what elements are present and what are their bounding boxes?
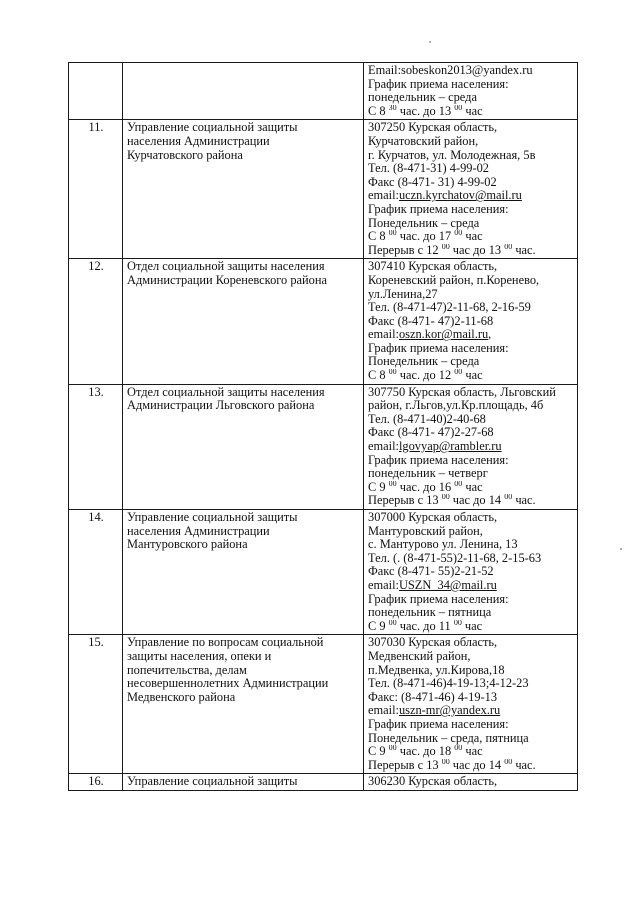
contact-info-line: г. Курчатов, ул. Молодежная, 5в	[368, 148, 536, 162]
row-number-cell	[69, 510, 123, 635]
time-minutes-superscript: 30	[388, 104, 397, 112]
time-minutes-superscript: 00	[441, 243, 450, 251]
text-fragment: час	[462, 745, 483, 759]
row-number: 15.	[88, 635, 104, 650]
contact-info-line: 307750 Курская область, Льговский	[368, 385, 556, 399]
row-number: 12.	[88, 259, 104, 274]
contact-info-line: п.Медвенка, ул.Кирова,18	[368, 663, 505, 677]
contact-info-line: Понедельник – среда	[368, 355, 480, 369]
text-fragment: час до 14	[449, 494, 505, 508]
time-minutes-superscript: 00	[454, 104, 463, 112]
organization-name-line: несовершеннолетних Администрации	[127, 677, 329, 691]
text-fragment: час	[462, 369, 483, 383]
email-address-link[interactable]: lgovyap@rambler.ru	[398, 440, 502, 454]
table-body	[69, 63, 578, 791]
table-row	[69, 510, 578, 635]
contact-info-line	[368, 481, 574, 495]
contact-info-line: График приема населения:	[368, 453, 509, 467]
text-fragment: email:	[368, 189, 399, 203]
organization-name-line: Медвенского района	[127, 690, 236, 704]
contact-info-line: Email:sobeskon2013@yandex.ru	[368, 64, 533, 77]
table-row	[69, 635, 578, 774]
contact-info-line: 306230 Курская область,	[368, 775, 498, 789]
contact-info-cell	[364, 63, 578, 120]
table-row	[69, 259, 578, 384]
time-minutes-superscript: 00	[388, 369, 397, 377]
contact-info-line: понедельник – среда	[368, 91, 477, 105]
contact-info-line: Понедельник – среда	[368, 216, 480, 230]
row-number: 11.	[88, 120, 104, 135]
text-fragment: Перерыв с 13	[368, 758, 442, 772]
contact-info-line: Понедельник – среда, пятница	[368, 731, 529, 745]
contact-info-line	[368, 745, 574, 759]
contact-info-cell	[364, 774, 578, 791]
contact-info-line: Тел. (8-471-40)2-40-68	[368, 412, 486, 426]
table-row	[69, 774, 578, 791]
contact-info-line: Мантуровский район,	[368, 524, 483, 538]
organization-name-line: защиты населения, опеки и	[127, 649, 272, 663]
text-fragment: час.	[512, 758, 536, 772]
contact-info-cell	[364, 259, 578, 384]
contact-info-line: График приема населения:	[368, 717, 509, 731]
contact-info-line	[368, 369, 574, 383]
organization-name-line: Управление социальной защиты	[127, 775, 298, 789]
text-fragment: час	[462, 104, 483, 118]
row-number-cell	[69, 63, 123, 120]
contact-info-line	[368, 704, 574, 718]
contact-info-line: Курчатовский район,	[368, 134, 479, 148]
table-row	[69, 120, 578, 259]
text-fragment: email:	[368, 704, 399, 718]
contact-info-line: График приема населения:	[368, 592, 509, 606]
contact-info-line: Кореневский район, п.Коренево,	[368, 273, 540, 287]
organization-name-line: Отдел социальной защиты населения	[127, 385, 325, 399]
organization-name-line: Отдел социальной защиты населения	[127, 260, 325, 274]
text-fragment: час.	[512, 243, 536, 257]
text-fragment: С 8	[368, 230, 389, 244]
organization-cell	[123, 510, 364, 635]
row-number-cell	[69, 384, 123, 509]
contact-info-line: Факс (8-471- 31) 4-99-02	[368, 175, 497, 189]
text-fragment: email:	[368, 328, 399, 342]
text-fragment: email:	[368, 440, 399, 454]
time-minutes-superscript: 00	[454, 230, 463, 238]
text-fragment: С 9	[368, 619, 389, 633]
contact-info-line: с. Мантурово ул. Ленина, 13	[368, 538, 518, 552]
contact-info-line: 307410 Курская область,	[368, 260, 498, 274]
time-minutes-superscript: 00	[504, 758, 513, 766]
contact-info-line	[368, 105, 574, 119]
contact-info-line	[368, 328, 574, 342]
organization-name-line: населения Администрации	[127, 134, 270, 148]
email-address-link[interactable]: uczn.kyrchatov@mail.ru	[398, 189, 522, 203]
time-minutes-superscript: 00	[388, 619, 397, 627]
text-fragment: час.	[512, 494, 536, 508]
contact-info-line: 307000 Курская область,	[368, 511, 498, 524]
time-minutes-superscript: 00	[388, 745, 397, 753]
organization-name-line: Администрации Льговского района	[127, 399, 315, 413]
row-number-cell	[69, 259, 123, 384]
contact-info-line	[368, 759, 574, 773]
scan-speck	[620, 548, 622, 550]
table-row	[69, 63, 578, 120]
text-fragment: час. до 16	[396, 480, 455, 494]
scan-speck	[429, 41, 431, 43]
contact-info-line: Факс (8-471- 47)2-27-68	[368, 426, 494, 440]
time-minutes-superscript: 00	[453, 619, 462, 627]
time-minutes-superscript: 00	[454, 745, 463, 753]
time-minutes-superscript: 00	[441, 494, 450, 502]
text-fragment: С 9	[368, 480, 389, 494]
social-protection-table	[68, 62, 578, 791]
time-minutes-superscript: 00	[388, 480, 397, 488]
organization-name-line: Курчатовского района	[127, 148, 243, 162]
contact-info-line: Тел. (8-471-46)4-19-13;4-12-23	[368, 677, 529, 691]
organization-name-line: Управление социальной защиты	[127, 511, 298, 524]
organization-name-line: Управление социальной защиты	[127, 121, 298, 135]
contact-info-line: 307250 Курская область,	[368, 121, 498, 135]
row-number: 16.	[88, 774, 104, 789]
contact-info-line	[368, 620, 574, 634]
contact-info-line: График приема населения:	[368, 202, 509, 216]
time-minutes-superscript: 00	[504, 494, 513, 502]
organization-cell	[123, 63, 364, 120]
contact-info-line: понедельник – четверг	[368, 467, 488, 481]
contact-info-line: Факс (8-471- 55)2-21-52	[368, 565, 494, 579]
contact-info-line: Тел. (8-471-31) 4-99-02	[368, 162, 489, 176]
table-row	[69, 384, 578, 509]
contact-info-line: 307030 Курская область,	[368, 636, 498, 650]
contact-info-line	[368, 494, 574, 508]
organization-cell	[123, 259, 364, 384]
organization-cell	[123, 384, 364, 509]
organization-name-line: населения Администрации	[127, 524, 270, 538]
text-fragment: час	[462, 480, 483, 494]
text-fragment: час	[461, 619, 483, 633]
email-address-link[interactable]: USZN_34@mail.ru	[398, 578, 497, 592]
contact-info-line: район, г.Льгов,ул.Кр.площадь, 4б	[368, 399, 544, 413]
time-minutes-superscript: 00	[388, 230, 397, 238]
text-fragment: час	[462, 230, 483, 244]
text-fragment: час. до 18	[396, 745, 455, 759]
organization-cell	[123, 774, 364, 791]
email-address-link[interactable]: oszn.kor@mail.ru	[398, 328, 489, 342]
text-fragment: ,	[488, 328, 492, 342]
contact-info-cell	[364, 120, 578, 259]
row-number: 13.	[88, 384, 104, 399]
text-fragment: Перерыв с 12	[368, 243, 442, 257]
contact-info-line: понедельник – пятница	[368, 606, 492, 620]
text-fragment: час. до 12	[396, 369, 455, 383]
time-minutes-superscript: 00	[441, 758, 450, 766]
text-fragment: час до 14	[449, 758, 505, 772]
text-fragment: email:	[368, 578, 399, 592]
contact-info-line	[368, 579, 574, 593]
time-minutes-superscript: 00	[454, 369, 463, 377]
text-fragment: час. до 17	[396, 230, 455, 244]
organization-name-line: Администрации Кореневского района	[127, 273, 327, 287]
organization-name-line: Мантуровского района	[127, 538, 248, 552]
contact-info-line: Тел. (8-471-47)2-11-68, 2-16-59	[368, 301, 531, 315]
contact-info-line: График приема населения:	[368, 341, 509, 355]
text-fragment: час до 13	[449, 243, 505, 257]
contact-info-line: Факс (8-471- 47)2-11-68	[368, 314, 494, 328]
row-number-cell	[69, 635, 123, 774]
contact-info-cell	[364, 384, 578, 509]
contact-info-line: График приема населения:	[368, 77, 509, 91]
text-fragment: час. до 11	[396, 619, 454, 633]
row-number: 14.	[88, 510, 104, 524]
contact-info-line: Факс: (8-471-46) 4-19-13	[368, 690, 498, 704]
time-minutes-superscript: 00	[454, 480, 463, 488]
contact-info-cell	[364, 635, 578, 774]
text-fragment: С 8	[368, 104, 389, 118]
contact-info-line	[368, 230, 574, 244]
contact-info-cell	[364, 510, 578, 635]
contact-info-line	[368, 189, 574, 203]
organization-cell	[123, 635, 364, 774]
text-fragment: Перерыв с 13	[368, 494, 442, 508]
contact-info-line: ул.Ленина,27	[368, 287, 438, 301]
row-number-cell	[69, 120, 123, 259]
contact-info-line	[368, 440, 574, 454]
email-address-link[interactable]: uszn-mr@yandex.ru	[398, 704, 501, 718]
organization-name-line: попечительства, делам	[127, 663, 247, 677]
organization-cell	[123, 120, 364, 259]
text-fragment: С 9	[368, 745, 389, 759]
contact-info-line: Медвенский район,	[368, 649, 471, 663]
row-number-cell	[69, 774, 123, 791]
contact-info-line	[368, 244, 574, 258]
text-fragment: С 8	[368, 369, 389, 383]
contact-info-line: Тел. (. (8-471-55)2-11-68, 2-15-63	[368, 551, 542, 565]
text-fragment: час. до 13	[396, 104, 455, 118]
time-minutes-superscript: 00	[504, 243, 513, 251]
organization-name-line: Управление по вопросам социальной	[127, 636, 324, 650]
